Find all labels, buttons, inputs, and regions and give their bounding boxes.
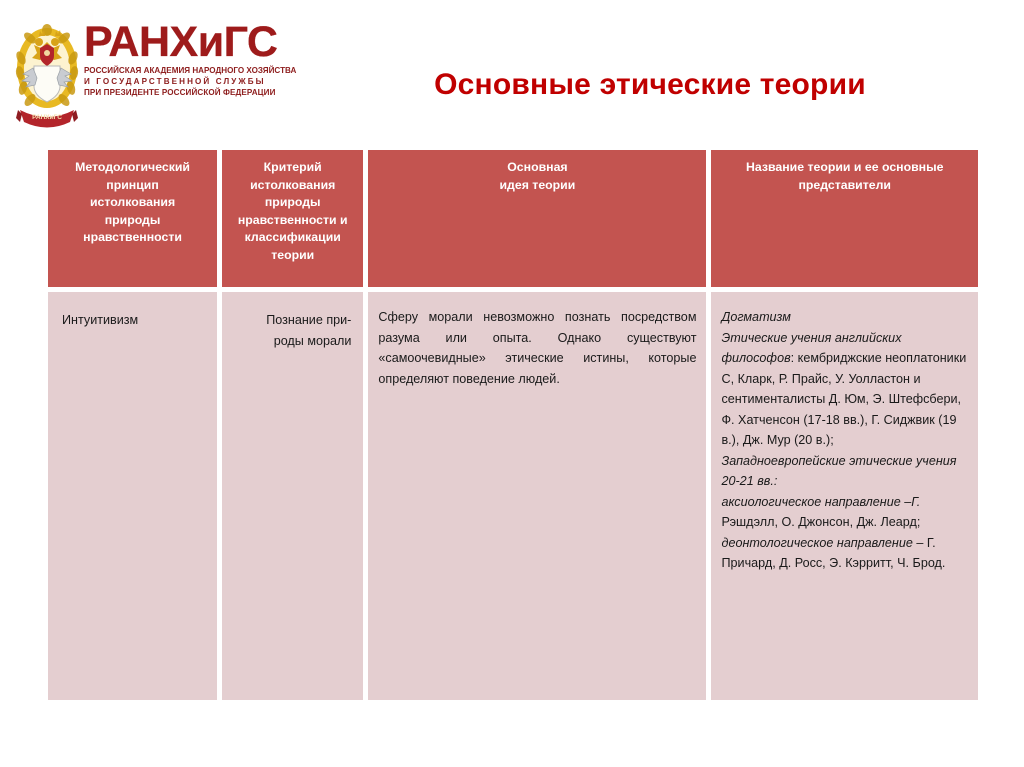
main-idea-text [378, 302, 696, 389]
theory-name-fragment: деонтологическое направление – [721, 535, 924, 550]
logo-subtitle [84, 65, 304, 99]
theory-name-fragment: Г. Причард, Д. Росс, Э. Кэрритт, Ч. Брод. [721, 535, 946, 570]
header-cell-methodological-principle [48, 150, 217, 287]
criterion-line: Познание при- [266, 313, 352, 327]
header-line: Методологический [75, 160, 190, 174]
ranepa-logo [14, 18, 304, 138]
cell-principle [48, 292, 217, 700]
header-cell-criterion [222, 150, 363, 287]
theory-name-text [721, 302, 968, 574]
slide-title: Основные этические теории [434, 68, 866, 101]
cell-theory-name [711, 292, 978, 700]
main-idea-paragraph: Сферу морали невозможно познать посредством разума или опыта. Однако существуют «самоочевидные» этические истины, которые определяют поведение людей. [378, 310, 697, 386]
header-line: принцип [106, 177, 159, 192]
theory-name-paragraph [721, 307, 968, 574]
logo-wordmark: РАНХиГС [84, 18, 278, 66]
table-header-row [48, 150, 978, 287]
header-cell-theory-name [711, 150, 978, 287]
theory-name-fragment: : кембриджские неоплатоники С, Кларк, Р. Прайс, У. Уолластон и сентименталисты Д. Юм, Э. Штефсбери, Ф. Хатченсон (17-18 вв.), Г. Сиджвик (19 в.), Дж. Мур (20 в.); [721, 351, 967, 447]
logo-subtitle-line-2: И ГОСУДАРСТВЕННОЙ СЛУЖБЫ [84, 77, 266, 87]
theory-name-fragment: Догматизм [721, 310, 791, 324]
header-line: Критерий [263, 160, 322, 174]
header-line: представители [798, 177, 891, 192]
header-line: истолкования [250, 177, 336, 192]
header-line: природы [264, 195, 321, 209]
header-cell-main-idea [368, 150, 706, 287]
theory-name-fragment: Рэшдэлл, О. Джонсон, Дж. Леард; [721, 515, 921, 529]
cell-criterion [222, 292, 363, 700]
header-line: Название теории и ее основные [746, 160, 944, 174]
theory-name-fragment: аксиологическое направление –Г. [721, 494, 921, 509]
logo-subtitle-line-3: ПРИ ПРЕЗИДЕНТЕ РОССИЙСКОЙ ФЕДЕРАЦИИ [84, 88, 276, 98]
header-line: истолкования [89, 195, 176, 209]
logo-subtitle-line-1: РОССИЙСКАЯ АКАДЕМИЯ НАРОДНОГО ХОЗЯЙСТВА [84, 65, 297, 75]
header-line: теории [271, 247, 315, 262]
theory-name-fragment: Этические учения английских философов [721, 330, 902, 365]
criterion-text [232, 302, 353, 351]
principle-text: Интуитивизм [62, 313, 139, 327]
theories-table [48, 150, 978, 700]
header-line: природы [104, 212, 161, 227]
header-line: нравственности и [237, 212, 348, 227]
svg-text:РАНХиГС: РАНХиГС [32, 114, 62, 121]
header-line: нравственности [83, 230, 182, 244]
table-row [48, 292, 978, 700]
cell-main-idea [368, 292, 706, 700]
header-line: идея теории [499, 177, 576, 192]
header-line: классификации [244, 230, 341, 244]
theory-name-fragment: Западноевропейские этические учения 20-21 вв.: [721, 453, 957, 488]
ranepa-crest-icon [14, 18, 80, 132]
header-line: Основная [507, 160, 568, 174]
criterion-line: роды морали [273, 333, 352, 348]
